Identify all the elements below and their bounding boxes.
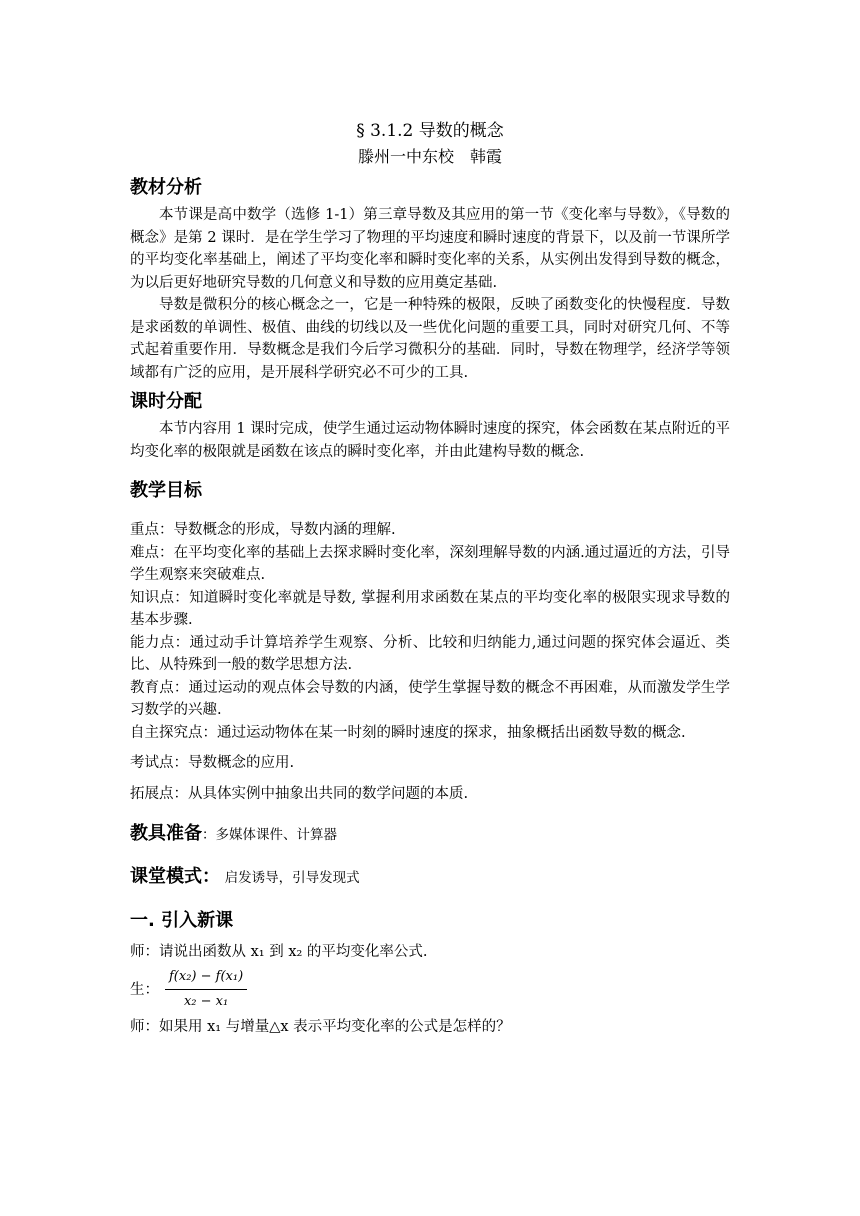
doc-title: § 3.1.2 导数的概念 — [356, 121, 504, 141]
intro-student-answer — [130, 966, 730, 1014]
mode-line — [130, 862, 730, 893]
doc-author: 滕州一中东校 韩霞 — [357, 147, 502, 166]
goal-education: 教育点：通过运动的观点体会导数的内涵，使学生掌握导数的概念不再困难，从而激发学生学习数学的兴趣. — [130, 679, 730, 718]
heading-mode: 课堂模式： — [130, 866, 220, 887]
tools-value: ：多媒体课件、计算器 — [202, 827, 337, 843]
goal-knowledge: 知识点：知道瞬时变化率就是导数, 掌握利用求函数在某点的平均变化率的极限实现求导数的基本步骤. — [130, 589, 730, 628]
heading-hours: 课时分配 — [130, 391, 202, 412]
goal-key: 重点：导数概念的形成，导数内涵的理解. — [130, 522, 396, 538]
mode-value: 启发诱导，引导发现式 — [224, 870, 360, 886]
goal-difficulty: 难点：在平均变化率的基础上去探求瞬时变化率，深刻理解导数的内涵.通过逼近的方法，引导学生观察来突破难点. — [130, 544, 730, 583]
average-rate-formula — [165, 966, 247, 1014]
intro-teacher-question-1: 师：请说出函数从 x₁ 到 x₂ 的平均变化率公式. — [130, 944, 428, 960]
analysis-paragraph-2: 导数是微积分的核心概念之一，它是一种特殊的极限，反映了函数变化的快慢程度．导数是求函数的单调性、极值、曲线的切线以及一些优化问题的重要工具，同时对研究几何、不等式起着重要作用．导数概念是我们今后学习微积分的基础．同时，导数在物理学，经济学等领域都有广泛的应用，是开展科学研究必不可少的工具. — [130, 297, 730, 381]
goal-extend: 拓展点：从具体实例中抽象出共同的数学问题的本质. — [130, 785, 469, 802]
heading-tools: 教具准备 — [130, 823, 202, 844]
goal-exam: 考试点：导数概念的应用. — [130, 755, 295, 771]
tools-line — [130, 819, 730, 850]
heading-goals: 教学目标 — [130, 480, 202, 501]
document-page — [130, 118, 730, 1038]
goal-explore: 自主探究点：通过运动物体在某一时刻的瞬时速度的探求，抽象概括出函数导数的概念. — [130, 724, 686, 741]
goal-ability: 能力点：通过动手计算培养学生观察、分析、比较和归纳能力,通过问题的探究体会逼近、类比、从特殊到一般的数学思想方法. — [130, 634, 730, 673]
hours-paragraph: 本节内容用 1 课时完成，使学生通过运动物体瞬时速度的探究，体会函数在某点附近的平均变化率的极限就是函数在该点的瞬时变化率，并由此建构导数的概念. — [130, 421, 730, 460]
intro-teacher-question-2: 师：如果用 x₁ 与增量△x 表示平均变化率的公式是怎样的？ — [130, 1018, 511, 1035]
analysis-paragraph-1: 本节课是高中数学（选修 1-1）第三章导数及其应用的第一节《变化率与导数》，《导数的概念》是第 2 课时．是在学生学习了物理的平均速度和瞬时速度的背景下，以及前一节课所学的平均变化率基础上，阐述了平均变化率和瞬时变化率的关系，从实例出发得到导数的概念，为以后更好地研究导数的几何意义和导数的应用奠定基础. — [130, 207, 730, 291]
student-label: 生： — [130, 981, 159, 998]
heading-intro: 一. 引入新课 — [130, 910, 234, 931]
formula-numerator: f(x₂) − f(x₁) — [165, 966, 247, 991]
heading-analysis: 教材分析 — [130, 177, 202, 198]
formula-denominator: x₂ − x₁ — [183, 994, 229, 1009]
